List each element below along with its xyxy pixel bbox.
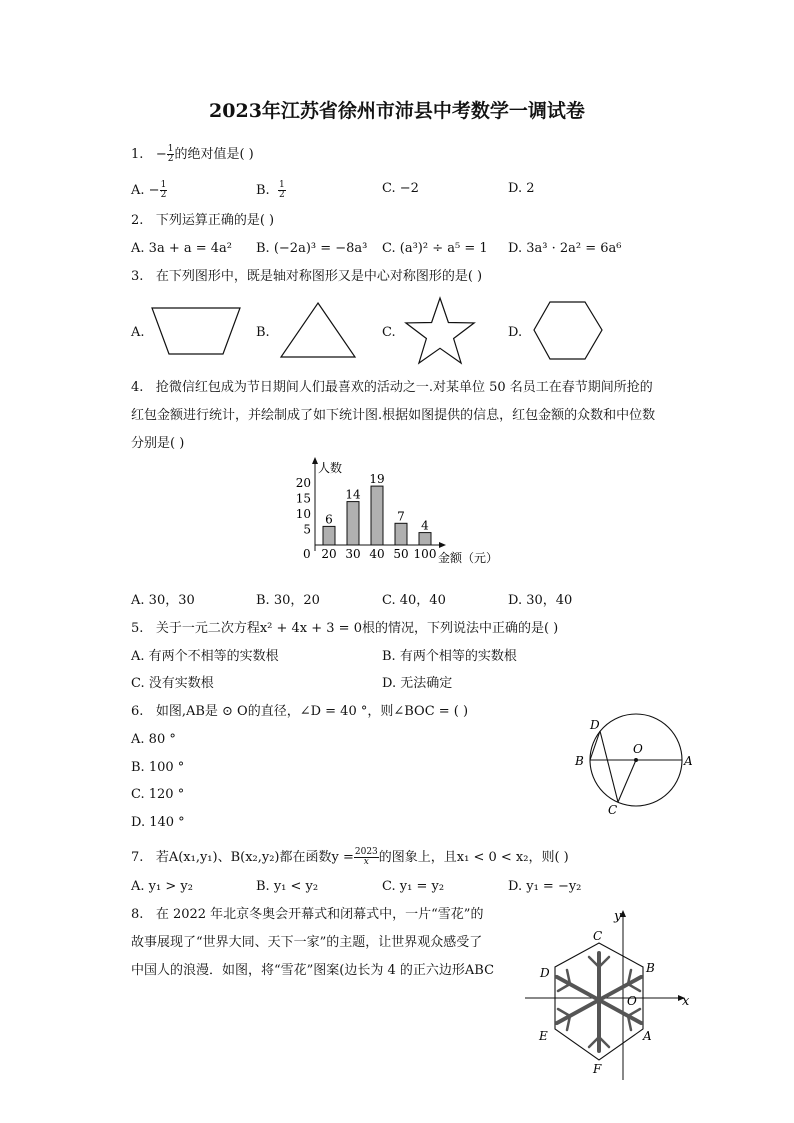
snowflake-figure [525,905,705,1085]
data-label: 7 [397,509,405,524]
hexagon-shape [532,300,604,362]
trapezoid-shape [150,305,242,357]
q1-option-c[interactable]: C. −2 [382,181,419,196]
x-axis-label: 金额（元） [438,551,499,565]
label-f: F [593,1062,602,1076]
label-c: C [608,803,618,817]
question-6: 6. 如图,AB是 ⊙ O的直径，∠D = 40 °，则∠BOC = ( ) [131,704,469,719]
q3-option-c-label[interactable]: C. [382,325,396,340]
q6-option-a[interactable]: A. 80 ° [131,732,176,747]
origin-label: 0 [303,547,311,561]
page-title: 2023年江苏省徐州市沛县中考数学一调试卷 [209,100,585,122]
y-tick-label: 15 [295,491,311,506]
q3-option-d-label[interactable]: D. [508,325,523,340]
q1-option-b[interactable]: B. $\frac{1}{2}$ [256,180,285,200]
bar-50 [395,523,407,545]
x-axis-arrow [439,542,446,548]
data-label: 4 [421,518,429,533]
data-label: 14 [345,487,361,502]
question-1 [131,145,254,164]
bar-chart [290,455,515,570]
question-5: 5. 关于一元二次方程x² + 4x + 3 = 0根的情况，下列说法中正确的是( ) [131,621,559,636]
q6-option-c[interactable]: C. 120 ° [131,787,185,802]
x-tick-label: 100 [413,547,437,561]
question-7: 7. 若A(x₁,y₁)、B(x₂,y₂)都在函数y = $\frac{2023}{x}$ 的图象上，且x₁ < 0 < x₂，则( ) [131,847,569,867]
q1-minus: − [155,147,167,162]
label-x: x [682,994,690,1009]
q1-stem: 的绝对值是( ) [174,147,254,162]
question-4-line3: 分别是( ) [131,436,185,451]
label-o: O [627,994,637,1008]
question-8-line3: 中国人的浪漫．如图，将“雪花”图案(边长为 4 的正六边形ABC [131,963,495,978]
q1-fraction: $\frac{1}{2}$ [167,144,174,164]
question-4-line2: 红包金额进行统计，并绘制成了如下统计图.根据如图提供的信息，红包金额的众数和中位数 [131,408,656,423]
q1-option-d[interactable]: D. 2 [508,181,535,196]
q2-option-c[interactable]: C. (a³)² ÷ a⁵ = 1 [382,241,488,256]
label-c: C [593,929,603,943]
label-a: A [643,1029,652,1043]
q4-option-b[interactable]: B. 30，20 [256,593,320,608]
bar-100 [419,533,431,545]
q3-option-b-label[interactable]: B. [256,325,270,340]
q5-option-b[interactable]: B. 有两个相等的实数根 [382,649,517,664]
question-number: 1. [131,147,144,162]
center-point [634,758,638,762]
data-label: 19 [369,472,385,487]
label-e: E [539,1029,548,1043]
q3-option-a-label[interactable]: A. [131,325,145,340]
q1-option-a[interactable]: A. − $\frac{1}{2}$ [131,180,167,200]
q6-option-b[interactable]: B. 100 ° [131,760,185,775]
y-tick-label: 5 [303,522,311,537]
q4-option-d[interactable]: D. 30，40 [508,593,573,608]
q6-option-d[interactable]: D. 140 ° [131,815,185,830]
segment-oc [618,760,636,802]
q7-option-c[interactable]: C. y₁ = y₂ [382,879,445,894]
q7-fraction: $\frac{2023}{x}$ [354,847,378,867]
question-3: 3. 在下列图形中，既是轴对称图形又是中心对称图形的是( ) [131,269,483,284]
q5-option-c[interactable]: C. 没有实数根 [131,676,214,691]
q2-option-d[interactable]: D. 3a³ · 2a² = 6a⁶ [508,241,622,256]
star-shape [402,296,478,366]
x-tick-label: 20 [321,547,337,561]
q5-option-a[interactable]: A. 有两个不相等的实数根 [131,649,279,664]
label-d: D [540,966,550,980]
question-2: 2. 下列运算正确的是( ) [131,213,275,228]
bar-30 [347,502,359,545]
label-a: A [684,754,693,768]
x-tick-label: 30 [345,547,361,561]
q4-option-a[interactable]: A. 30，30 [131,593,195,608]
triangle-shape [278,300,358,360]
chord-db [590,731,600,760]
q4-option-c[interactable]: C. 40，40 [382,593,446,608]
label-o: O [633,742,643,756]
q2-option-a[interactable]: A. 3a + a = 4a² [131,241,232,256]
q5-option-d[interactable]: D. 无法确定 [382,676,453,691]
label-d: D [590,718,600,732]
question-4-line1: 4. 抢微信红包成为节日期间人们最喜欢的活动之一.对某单位 50 名员工在春节期间所抢的 [131,380,653,395]
bar-20 [323,526,335,545]
data-label: 6 [325,512,333,527]
label-b: B [575,754,584,768]
bar-40 [371,486,383,545]
y-axis-label: 人数 [318,461,343,475]
question-8-line2: 故事展现了“世界大同、天下一家”的主题，让世界观众感受了 [131,935,483,950]
q7-option-d[interactable]: D. y₁ = −y₂ [508,879,582,894]
circle-figure [570,710,700,820]
label-y: y [614,909,622,924]
question-8-line1: 8. 在 2022 年北京冬奥会开幕式和闭幕式中，一片“雪花”的 [131,907,484,922]
q7-option-a[interactable]: A. y₁ > y₂ [131,879,193,894]
x-tick-label: 40 [369,547,385,561]
q7-option-b[interactable]: B. y₁ < y₂ [256,879,319,894]
x-tick-label: 50 [393,547,409,561]
y-tick-label: 20 [295,476,311,490]
y-tick-label: 10 [295,507,311,521]
q2-option-b[interactable]: B. (−2a)³ = −8a³ [256,241,368,256]
label-b: B [646,961,655,975]
